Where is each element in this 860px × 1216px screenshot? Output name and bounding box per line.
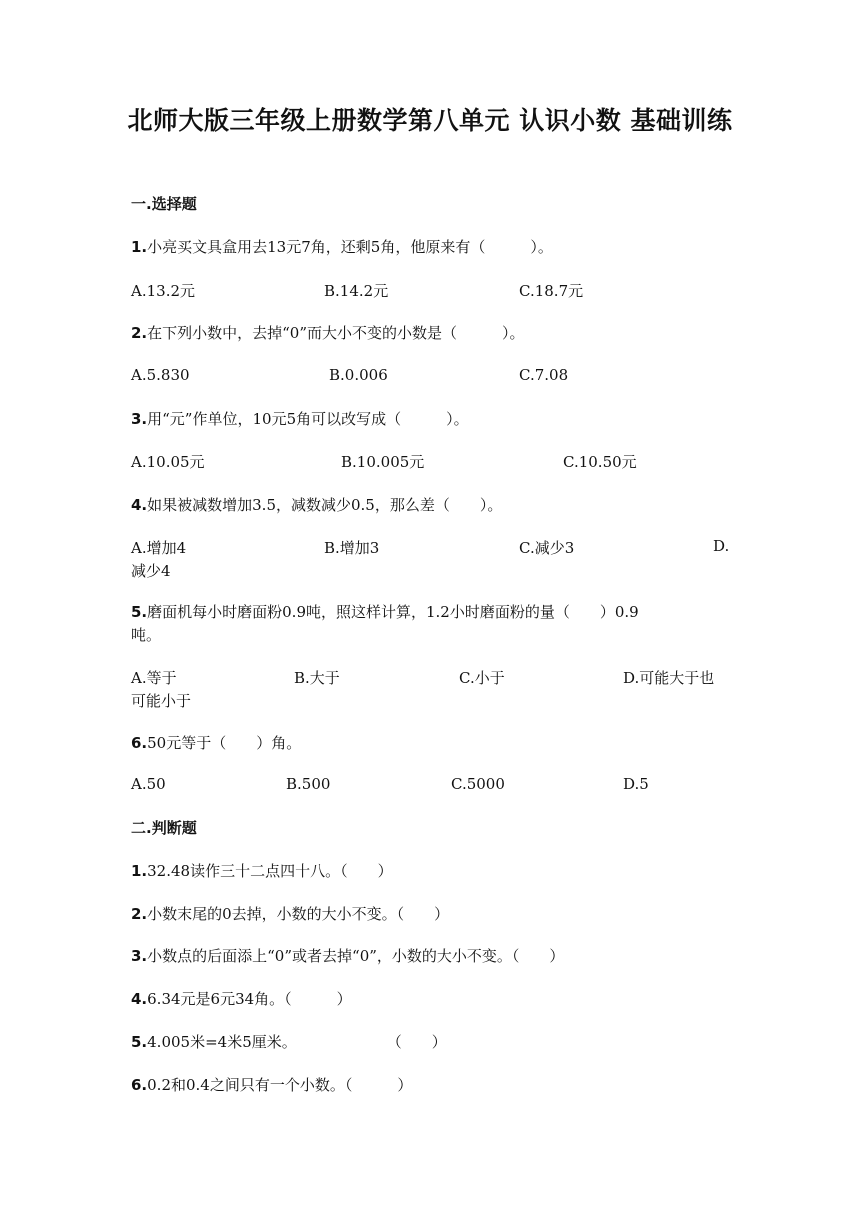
question-text: 50元等于（ ）角。 — [147, 734, 302, 752]
question-number: 6. — [131, 1076, 148, 1094]
question-2 — [131, 322, 525, 343]
question-4 — [131, 494, 502, 515]
option-continuation: 减少4 — [131, 562, 171, 580]
section-heading-judgement: 二.判断题 — [131, 819, 197, 837]
question-number: 5. — [131, 603, 148, 621]
judgement-item-5 — [131, 1031, 447, 1052]
question-text: 小数末尾的0去掉，小数的大小不变。（ ） — [147, 905, 450, 923]
judgement-item-3 — [131, 945, 564, 966]
option: C.10.50元 — [563, 453, 637, 471]
question-text: 小亮买文具盒用去13元7角，还剩5角，他原来有（ ）。 — [147, 238, 553, 256]
question-3 — [131, 408, 469, 429]
question-number: 6. — [131, 734, 148, 752]
option: A.10.05元 — [131, 453, 205, 471]
option: B.大于 — [294, 669, 340, 687]
question-text: 0.2和0.4之间只有一个小数。（ ） — [147, 1076, 413, 1094]
option-continuation: 可能小于 — [131, 692, 192, 710]
option: C.5000 — [451, 775, 505, 793]
question-text: 用“元”作单位，10元5角可以改写成（ ）。 — [147, 410, 469, 428]
question-number: 3. — [131, 410, 148, 428]
option: A.50 — [131, 775, 166, 793]
page-title: 北师大版三年级上册数学第八单元 认识小数 基础训练 — [127, 106, 733, 135]
question-6 — [131, 732, 301, 753]
section-heading-choice: 一.选择题 — [131, 195, 197, 213]
option: C.18.7元 — [519, 282, 584, 300]
question-1 — [131, 236, 553, 257]
question-text: 4.005米=4米5厘米。 （ ） — [147, 1033, 447, 1051]
option: B.增加3 — [324, 539, 380, 557]
judgement-item-6 — [131, 1074, 412, 1095]
option: C.7.08 — [519, 366, 569, 384]
question-number: 2. — [131, 324, 148, 342]
option: A.13.2元 — [131, 282, 195, 300]
option: C.小于 — [459, 669, 505, 687]
question-number: 5. — [131, 1033, 148, 1051]
question-number: 2. — [131, 905, 148, 923]
option: D. — [713, 537, 730, 555]
question-text: 在下列小数中，去掉“0”而大小不变的小数是（ ）。 — [147, 324, 525, 342]
option: D.5 — [623, 775, 649, 793]
question-text: 小数点的后面添上“0”或者去掉“0”，小数的大小不变。（ ） — [147, 947, 565, 965]
option: A.增加4 — [131, 539, 187, 557]
question-text: 6.34元是6元34角。（ ） — [147, 990, 352, 1008]
option: B.0.006 — [329, 366, 388, 384]
judgement-item-4 — [131, 988, 352, 1009]
option: D.可能大于也 — [623, 669, 715, 687]
option: A.5.830 — [131, 366, 190, 384]
option: C.减少3 — [519, 539, 575, 557]
question-text: 磨面机每小时磨面粉0.9吨，照这样计算，1.2小时磨面粉的量（ ）0.9 — [147, 603, 639, 621]
question-text: 如果被减数增加3.5，减数减少0.5，那么差（ ）。 — [147, 496, 503, 514]
option: B.500 — [286, 775, 331, 793]
question-number: 4. — [131, 990, 148, 1008]
judgement-item-1 — [131, 860, 393, 881]
option: A.等于 — [131, 669, 177, 687]
question-text: 32.48读作三十二点四十八。（ ） — [147, 862, 393, 880]
question-5 — [131, 601, 639, 622]
option: B.10.005元 — [341, 453, 425, 471]
question-number: 4. — [131, 496, 148, 514]
question-text-continuation: 吨。 — [131, 626, 162, 644]
judgement-item-2 — [131, 903, 449, 924]
question-number: 1. — [131, 238, 148, 256]
question-number: 1. — [131, 862, 148, 880]
question-number: 3. — [131, 947, 148, 965]
option: B.14.2元 — [324, 282, 389, 300]
